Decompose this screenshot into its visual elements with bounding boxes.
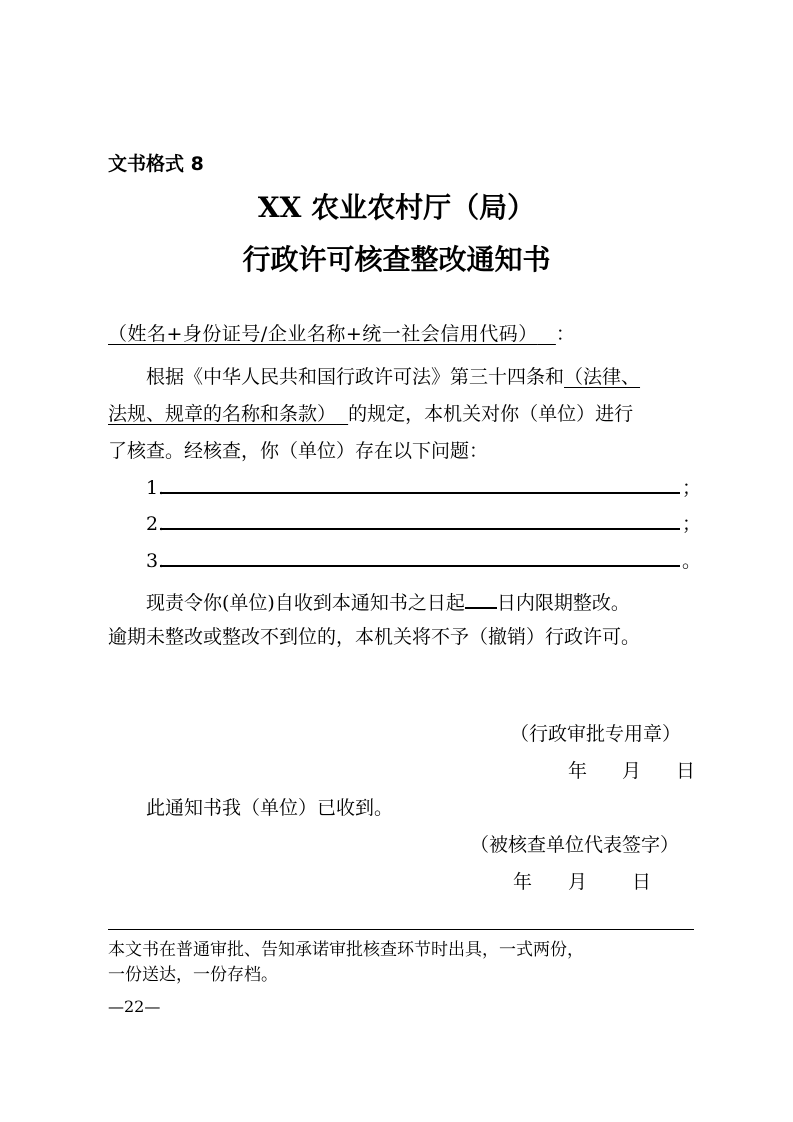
date1-month: 月 bbox=[622, 760, 642, 782]
problem-1-end: ； bbox=[682, 477, 702, 499]
date2-month: 月 bbox=[568, 871, 588, 893]
document-title-line1: XX 农业农村厅（局） bbox=[257, 191, 536, 224]
law-blank-part2: 法规、规章的名称和条款） bbox=[108, 403, 337, 425]
para1-suffix: 的规定，本机关对你（单位）进行 bbox=[348, 403, 634, 425]
format-label: 文书格式 8 bbox=[108, 153, 204, 175]
signature-label: （被核查单位代表签字） bbox=[470, 834, 680, 856]
para2-line2: 逾期未整改或整改不到位的，本机关将不予（撤销）行政许可。 bbox=[108, 626, 641, 648]
problem-2-blank bbox=[160, 528, 680, 530]
date2-year: 年 bbox=[513, 871, 533, 893]
days-blank bbox=[465, 589, 497, 609]
problem-3-number: 3. bbox=[146, 550, 165, 572]
date1-year: 年 bbox=[568, 760, 588, 782]
footnote-line2: 一份送达，一份存档。 bbox=[108, 965, 278, 985]
addressee-colon: ： bbox=[555, 323, 575, 345]
received-text: 此通知书我（单位）已收到。 bbox=[146, 797, 394, 819]
addressee-line bbox=[108, 323, 575, 345]
footnote-line1: 本文书在普通审批、告知承诺审批核查环节时出具，一式两份， bbox=[108, 940, 584, 960]
para1-line2 bbox=[108, 403, 633, 425]
seal-label: （行政审批专用章） bbox=[510, 723, 682, 745]
law-blank-part1: （法律、 bbox=[564, 366, 641, 388]
problem-2-number: 2. bbox=[146, 513, 165, 535]
para1-line3: 了核查。经核查，你（单位）存在以下问题： bbox=[108, 440, 489, 462]
date1-day: 日 bbox=[676, 760, 696, 782]
problem-3-end: 。 bbox=[682, 550, 702, 572]
para2-line1 bbox=[146, 589, 630, 614]
problem-1-blank bbox=[160, 492, 680, 494]
date2-day: 日 bbox=[632, 871, 652, 893]
problem-2-end: ； bbox=[682, 513, 702, 535]
para1-line1 bbox=[146, 366, 640, 388]
para1-prefix: 根据《中华人民共和国行政许可法》第三十四条和 bbox=[146, 366, 565, 388]
document-title-line2: 行政许可核查整改通知书 bbox=[242, 243, 551, 276]
para2-suffix: 日内限期整改。 bbox=[496, 592, 630, 614]
footnote-divider bbox=[108, 929, 694, 930]
problem-1-number: 1. bbox=[146, 477, 165, 499]
para2-prefix: 现责令你(单位)自收到本通知书之日起 bbox=[146, 592, 465, 614]
addressee-blank: （姓名+身份证号/企业名称+统一社会信用代码） bbox=[108, 323, 538, 345]
page-number: —22— bbox=[108, 997, 161, 1016]
problem-3-blank bbox=[160, 565, 680, 567]
